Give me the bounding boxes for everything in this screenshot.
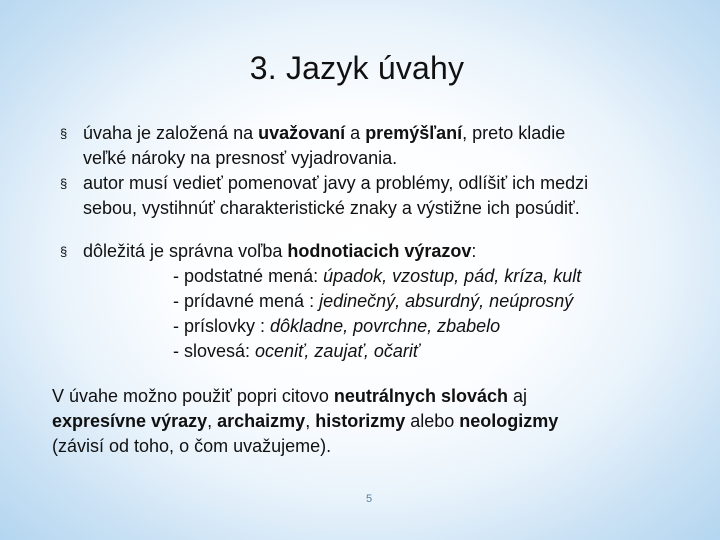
bullet-marker-icon: § bbox=[60, 176, 68, 191]
bullet-marker-icon: § bbox=[60, 126, 68, 141]
keyword-uvazovani: uvažovaní bbox=[258, 123, 346, 143]
example-line-verbs: - slovesá: oceniť, zaujať, očariť bbox=[173, 341, 420, 361]
keyword-premyslani: premýšľaní bbox=[365, 123, 463, 143]
page-number: 5 bbox=[366, 493, 373, 505]
closing-paragraph: V úvahe možno použiť popri citovo neutrálnych slovách aj expresívne výrazy, archaizmy, historizmy alebo neologizmy (závisí od toho, o čom uvažujeme). bbox=[52, 386, 559, 456]
example-line-adverbs: - príslovky : dôkladne, povrchne, zbabelo bbox=[173, 316, 501, 336]
bullet-item-reasoning: § úvaha je založená na uvažovaní a premýšľaní, preto kladie veľké nároky na presnosť vyjadrovania. bbox=[60, 123, 566, 168]
keyword-hodnotiacich-vyrazov: hodnotiacich výrazov bbox=[287, 241, 472, 261]
bullet-item-evaluative-terms: § dôležitá je správna voľba hodnotiacich výrazov: bbox=[60, 239, 670, 264]
bullet-list bbox=[60, 121, 670, 364]
bullet-item-author: § autor musí vedieť pomenovať javy a problémy, odlíšiť ich medzi sebou, vystihnúť charakteristické znaky a výstižne ich posúdiť. bbox=[60, 173, 589, 218]
example-line-adjectives: - prídavné mená : jedinečný, absurdný, neúprosný bbox=[173, 291, 574, 311]
example-line-nouns: - podstatné mená: úpadok, vzostup, pád, kríza, kult bbox=[173, 266, 582, 286]
slide-title: 3. Jazyk úvahy bbox=[249, 50, 465, 86]
bullet-marker-icon: § bbox=[60, 244, 68, 259]
